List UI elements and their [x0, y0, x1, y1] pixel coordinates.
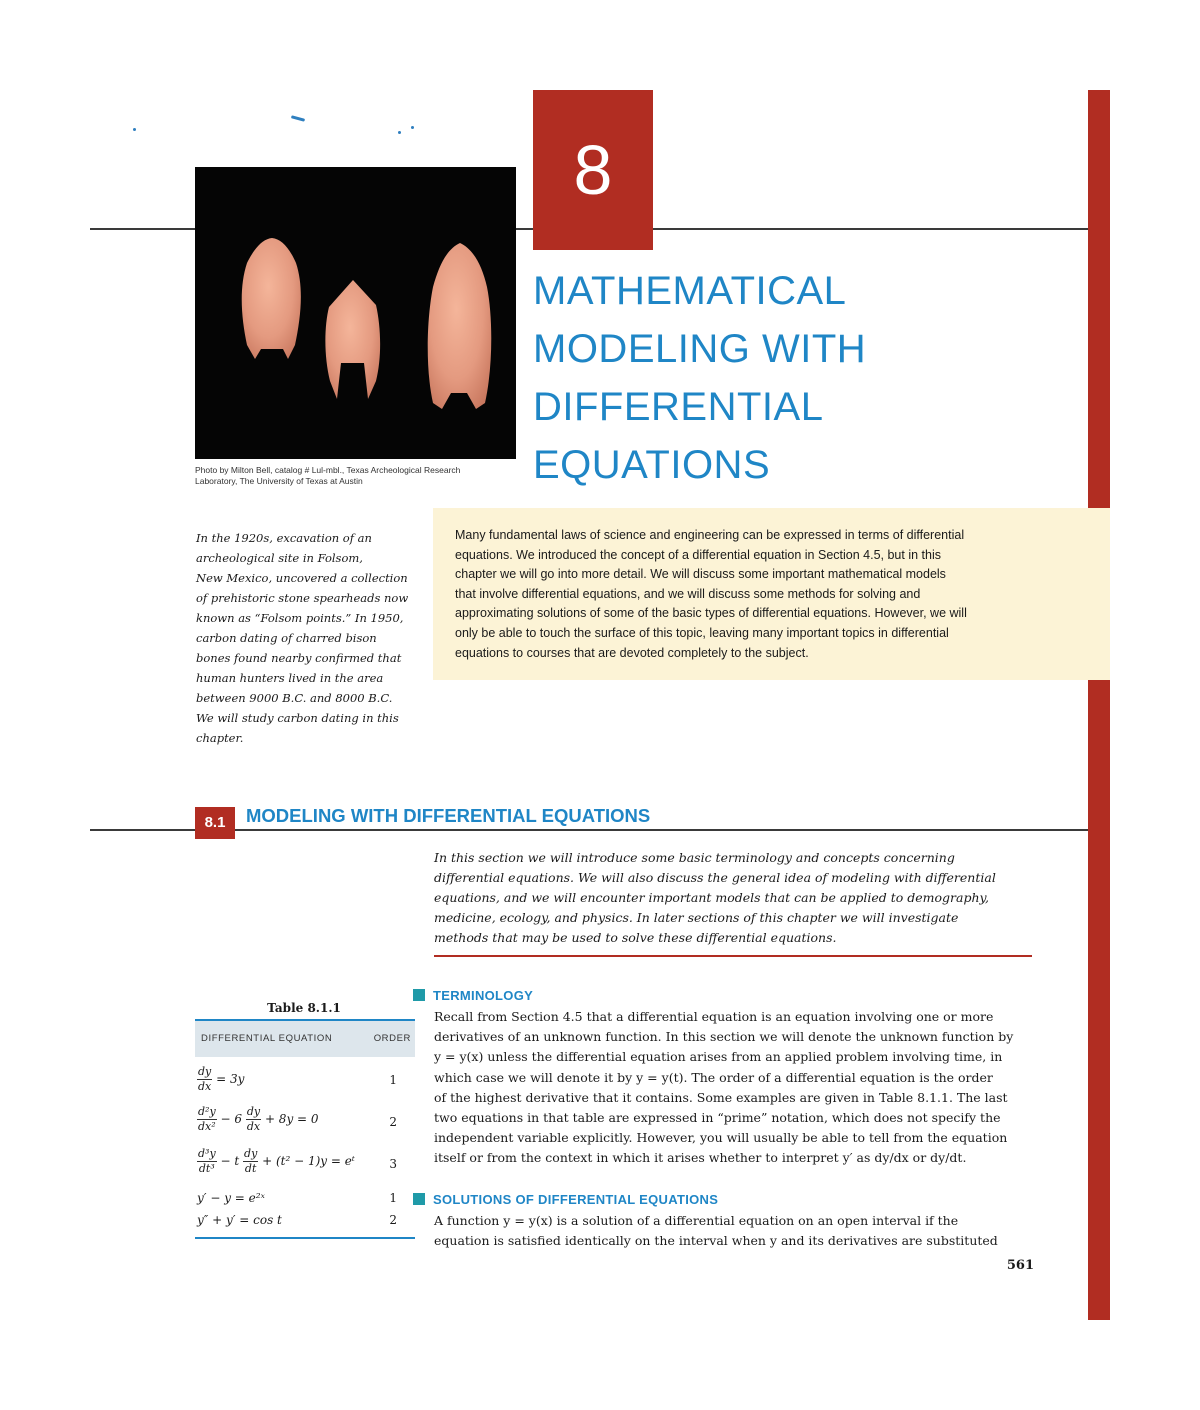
section-intro: [434, 848, 1034, 948]
eq-rest: + 8y = 0: [264, 1112, 319, 1126]
eq-mid: − 6: [220, 1112, 243, 1126]
side-quote-line: chapter.: [196, 731, 244, 745]
section-intro-line: equations, and we will encounter important models that can be applied to demography,: [434, 890, 989, 905]
col-header-equation: DIFFERENTIAL EQUATION: [201, 1033, 333, 1044]
terminology-heading-label: TERMINOLOGY: [433, 988, 534, 1003]
intro-line: equations. We introduced the concept of a differential equation in Section 4.5, but in this: [455, 547, 941, 562]
side-quote-line: We will study carbon dating in this: [196, 711, 399, 725]
body-line: independent variable explicitly. However, you will usually be able to tell from the equation: [434, 1130, 1008, 1146]
body-line: y = y(x) unless the differential equation arises from an applied problem involving time, in: [434, 1049, 1003, 1065]
body-line: of the highest derivative that it contains. Some examples are given in Table 8.1.1. The last: [434, 1089, 1008, 1105]
table-caption: Table 8.1.1: [267, 1001, 341, 1015]
body-line: two equations in that table are expressed in “prime” notation, which does not specify the: [434, 1110, 1001, 1126]
scan-mark: [133, 128, 136, 131]
spearhead-left: [242, 238, 301, 359]
order-cell: 2: [389, 1213, 397, 1227]
intro-line: Many fundamental laws of science and engineering can be expressed in terms of differential: [455, 528, 965, 542]
margin-bar: [1088, 90, 1110, 1320]
examples-table: [195, 1019, 415, 1239]
side-quote-line: human hunters lived in the area: [196, 671, 384, 685]
solutions-heading: [413, 1192, 718, 1207]
eq-mid: − t: [220, 1154, 240, 1168]
section-intro-line: In this section we will introduce some basic terminology and concepts concerning: [434, 850, 955, 865]
equation-cell: [197, 1105, 319, 1134]
table-header: [195, 1021, 415, 1057]
intro-line: approximating solutions of some of the basic types of differential equations. However, we will: [455, 606, 967, 621]
col-header-order: ORDER: [373, 1033, 411, 1044]
chapter-title-line: MATHEMATICAL: [533, 269, 847, 313]
folsom-points-photo: [195, 167, 516, 459]
equation-cell: [197, 1147, 355, 1176]
square-bullet-icon: [413, 989, 425, 1001]
section-intro-line: medicine, ecology, and physics. In later sections of this chapter we will investigate: [434, 910, 959, 925]
body-line: derivatives of an unknown function. In this section we will denote the unknown function by: [434, 1029, 1014, 1045]
photo-credit-line: Laboratory, The University of Texas at Austin: [195, 476, 363, 486]
square-bullet-icon: [413, 1193, 425, 1205]
intro-line: that involve differential equations, and we will discuss some methods for solving and: [455, 586, 921, 601]
table-row: [195, 1211, 415, 1237]
intro-line: only be able to touch the surface of this topic, leaving many important topics in differential: [455, 625, 949, 640]
solutions-heading-label: SOLUTIONS OF DIFFERENTIAL EQUATIONS: [433, 1192, 719, 1207]
frac-num: dy: [246, 1105, 261, 1118]
chapter-intro-text: [455, 526, 1035, 663]
order-cell: 2: [389, 1115, 397, 1129]
spearhead-right: [428, 243, 492, 409]
scan-mark: [398, 131, 401, 134]
frac-num: d³y: [198, 1147, 216, 1160]
side-quote: [196, 528, 418, 748]
table-row: [195, 1185, 415, 1211]
photo-credit-line: Photo by Milton Bell, catalog # Lul-mbl., Texas Archeological Research: [195, 465, 461, 475]
equation-cell: y′ − y = e²ˣ: [197, 1191, 265, 1205]
frac-num: d²y: [198, 1105, 216, 1118]
frac-den: dx: [198, 1080, 212, 1093]
side-quote-line: of prehistoric stone spearheads now: [196, 591, 409, 605]
frac-den: dt: [244, 1162, 257, 1175]
body-line: A function y = y(x) is a solution of a differential equation on an open interval if the: [434, 1213, 959, 1228]
chapter-title-line: DIFFERENTIAL: [533, 385, 824, 429]
eq-rest: = 3y: [216, 1072, 245, 1086]
section-intro-line: methods that may be used to solve these differential equations.: [434, 930, 837, 945]
order-cell: 1: [389, 1191, 397, 1205]
side-quote-line: bones found nearby confirmed that: [196, 651, 402, 665]
table-row: [195, 1057, 415, 1101]
table-row: [195, 1101, 415, 1143]
terminology-text: [434, 1007, 1034, 1169]
frac-den: dt³: [198, 1162, 215, 1175]
chapter-title-line: MODELING WITH: [533, 327, 867, 371]
scan-mark: [411, 126, 414, 129]
terminology-heading: [413, 988, 533, 1003]
scan-mark: [291, 115, 305, 122]
section-title: MODELING WITH DIFFERENTIAL EQUATIONS: [246, 805, 651, 826]
frac-num: dy: [198, 1065, 212, 1078]
side-quote-line: In the 1920s, excavation of an: [196, 531, 372, 545]
side-quote-line: New Mexico, uncovered a collection: [196, 571, 408, 585]
section-intro-rule: [434, 955, 1032, 957]
frac-den: dx²: [198, 1120, 216, 1133]
side-quote-line: archeological site in Folsom,: [196, 551, 363, 565]
body-line: equation is satisfied identically on the interval when y and its derivatives are substituted: [434, 1233, 998, 1249]
side-quote-line: carbon dating of charred bison: [196, 631, 377, 645]
equation-cell: y″ + y′ = cos t: [197, 1213, 282, 1227]
eq-rest: + (t² − 1)y = eᵗ: [262, 1154, 355, 1168]
page-number: 561: [1006, 1258, 1034, 1273]
body-line: which case we will denote it by y = y(t). The order of a differential equation is the order: [434, 1069, 993, 1085]
photo-credit: [195, 465, 525, 487]
side-quote-line: known as “Folsom points.” In 1950,: [196, 611, 404, 625]
body-line: itself or from the context in which it arises whether to interpret y′ as dy/dx or dy/dt.: [434, 1150, 967, 1166]
section-intro-line: differential equations. We will also discuss the general idea of modeling with differential: [434, 870, 996, 885]
side-quote-line: between 9000 B.C. and 8000 B.C.: [196, 691, 393, 705]
frac-den: dx: [246, 1120, 261, 1133]
chapter-title-line: EQUATIONS: [533, 443, 771, 487]
table-bottom-rule: [195, 1237, 415, 1239]
intro-line: chapter we will go into more detail. We will discuss some important mathematical models: [455, 567, 946, 582]
chapter-number: 8: [533, 90, 653, 250]
body-line: Recall from Section 4.5 that a differential equation is an equation involving one or more: [434, 1009, 994, 1024]
solutions-text: [434, 1211, 1034, 1251]
table-row: [195, 1143, 415, 1185]
section-rule: [90, 829, 1110, 831]
intro-line: equations to courses that are devoted completely to the subject.: [455, 645, 809, 660]
frac-num: dy: [244, 1147, 258, 1160]
equation-cell: [197, 1065, 244, 1094]
spearhead-middle: [325, 280, 380, 399]
order-cell: 3: [389, 1157, 397, 1171]
order-cell: 1: [389, 1073, 397, 1087]
chapter-title: [533, 262, 953, 494]
section-number: 8.1: [195, 807, 235, 839]
